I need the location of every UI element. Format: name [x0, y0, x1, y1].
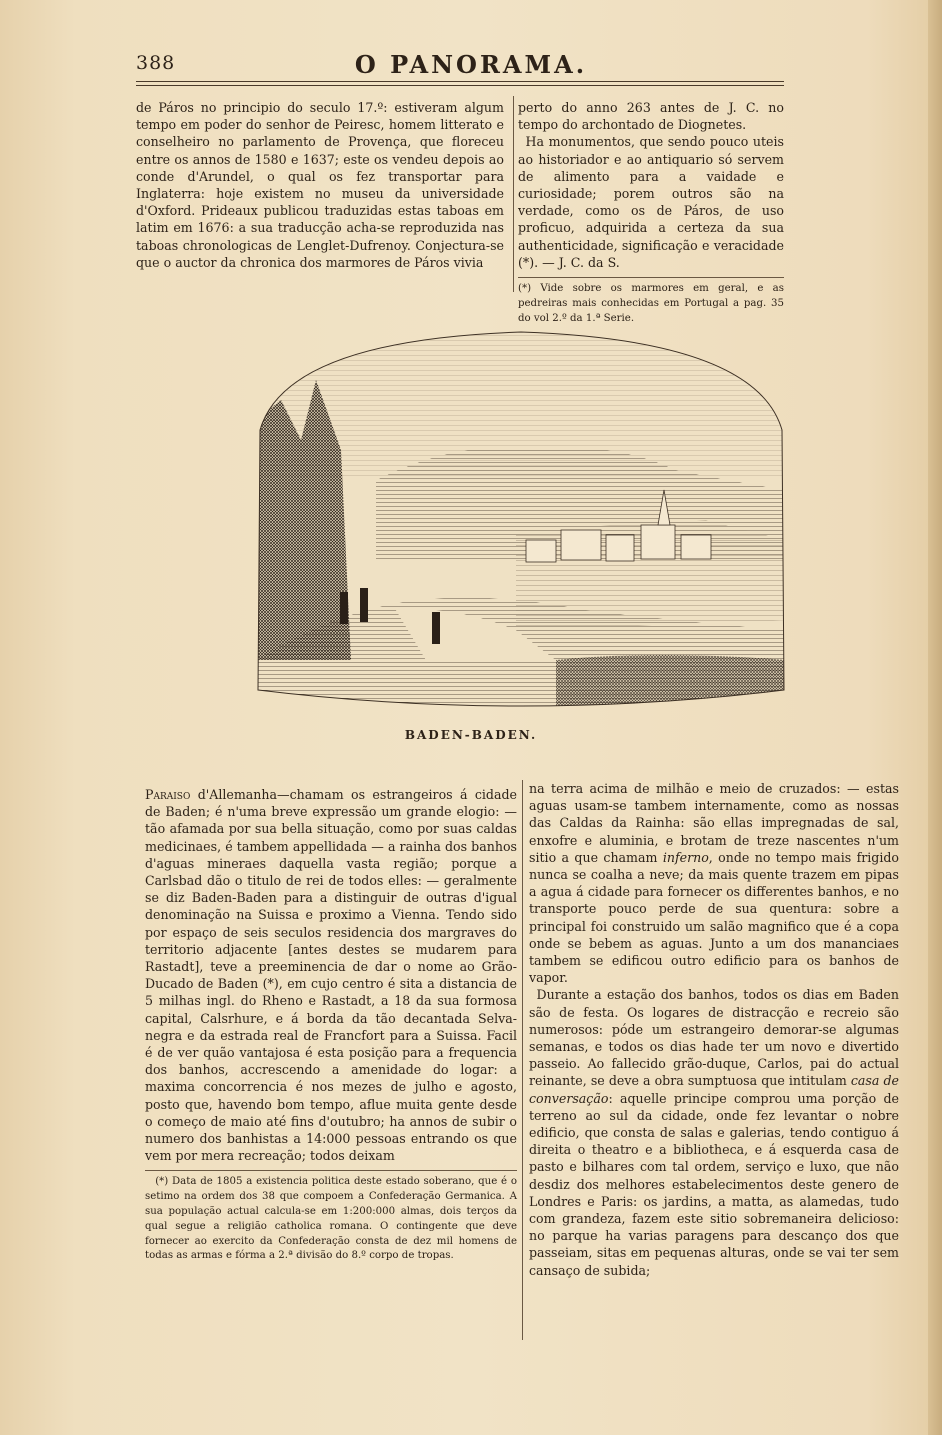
foreground-bushes — [556, 655, 786, 720]
header-rule-thin — [136, 85, 784, 86]
footnote-rule — [518, 277, 784, 278]
paragraph: Ha monumentos, que sendo pouco uteis ao historiador e ao antiquario só servem de alimento para a vaidade e curiosidade; porem outros são na verdade, como os de Páros, de uso proficuo, adquirida a certeza da sua authenticidade, significação e veracidade (*). — J. C. da S. — [518, 134, 784, 270]
paragraph-text: d'Allemanha—chamam os estrangeiros á cidade de Baden; é n'uma breve expressão um grande elogio: — tão afamada por sua bella situação, como por suas caldas medicinaes, é tambem appellidada — a rainha dos banhos d'aguas mineraes daquella vasta região; porque a Carlsbad dão o titulo de rei de todos elles: — geralmente se diz Baden-Baden para a distinguir de outras d'igual denominação na Suissa e proximo a Vienna. Tendo sido por espaço de seis seculos residencia dos margraves do territorio adjacente [antes destes se mudarem para Rastadt], teve a preeminencia de dar o nome ao Grão-Ducado de Baden (*), em cujo centro é sita a distancia de 5 milhas ingl. do Rheno e Rastadt, a 18 da sua formosa capital, Calsrhure, e á borda da tão decantada Selva-negra e da estrada real de Francfort para a Suissa. Facil é de ver quão vantajosa é esta posição para a frequencia dos banhos, accrescendo a amenidade do logar: a maxima concorrencia é nos mezes de julho e agosto, posto que, havendo bom tempo, aflue muita gente desde o começo de maio até fins d'outubro; ha annos de subir o numero dos banhistas a 14:000 pessoas entrando os que vem por mera recreação; todos deixam — [145, 787, 517, 1164]
paragraph — [145, 786, 517, 1164]
paragraph-text: , onde no tempo mais frigido nunca se coalha a neve; da mais quente trazem em pipas a agua á cidade para fornecer os differentes banhos, e no transporte pouco perde de sua quentura: sobre a principal foi construido um salão magnifico que é a copa onde se bebem as aguas. Junto a um dos mananciaes tambem se edificou outro edificio para os banhos de vapor. — [529, 849, 900, 986]
italic-term: casa de conversação — [529, 1073, 899, 1106]
lead-word: Paraiso — [145, 787, 191, 802]
footnote: (*) Data de 1805 a existencia politica deste estado soberano, que é o setimo na ordem dos 38 que compoem a Confederação Germanica. A sua população actual calcula-se em 1:200:000 almas, dois terços da qual segue a religião catholica romana. O contingente que deve fornecer ao exercito da Confederação consta de dez mil homens de todas as armas e fórma a 2.ª divisão do 8.º corpo de tropas. — [145, 1176, 517, 1262]
header-rule — [136, 81, 784, 82]
paragraph-text: Durante a estação dos banhos, todos os dias em Baden são de festa. Os logares de distracção e recreio são numerosos: póde um estrangeiro demorar-se algumas semanas, e todos os dias hade ter um novo e divertido passeio. Ao fallecido grão-duque, Carlos, pai do actual reinante, se deve a obra sumptuosa que intitulam — [529, 987, 899, 1089]
paragraph: de Páros no principio do seculo 17.º: estiveram algum tempo em poder do senhor de Peiresc, homem litterato e conselheiro no parlamento de Provença, que floreceu entre os annos de 1580 e 1637; este os vendeu depois ao conde d'Arundel, o qual os fez transportar para Inglaterra: hoje existem no museu da universidade d'Oxford. Prideaux publicou traduzidas estas taboas em latim em 1676: a sua traducção acha-se reproduzida nas taboas chronologicas de Lenglet-Dufrenoy. Conjectura-se que o auctor da chronica dos marmores de Páros vivia — [136, 100, 504, 270]
top-right-column — [518, 99, 784, 326]
bottom-left-column — [145, 786, 517, 1264]
journal-title: O PANORAMA. — [354, 50, 588, 79]
paragraph: perto do anno 263 antes de J. C. no tempo do archontado de Diognetes. — [518, 100, 784, 133]
italic-term: inferno — [662, 849, 709, 865]
page-number: 388 — [136, 52, 176, 74]
page-edge — [928, 0, 942, 1435]
illustration-caption: BADEN-BADEN. — [404, 728, 538, 742]
footnote: (*) Vide sobre os marmores em geral, e as pedreiras mais conhecidas em Portugal a pag. 35 do vol 2.º da 1.ª Serie. — [518, 283, 784, 324]
top-left-column — [136, 99, 504, 271]
paragraph — [529, 986, 899, 1278]
paragraph — [529, 780, 899, 986]
footnote-rule — [145, 1170, 517, 1171]
column-divider — [522, 780, 523, 1340]
baden-baden-engraving — [256, 330, 786, 720]
bottom-right-column — [529, 780, 899, 1279]
paragraph-text: : aquelle principe comprou uma porção de terreno ao sul da cidade, onde fez levantar o nobre edificio, que consta de salas e galerias, tendo contiguo á direita o theatro e a bibliotheca, e á esquerda casa de pasto e bilhares com tal ordem, serviço e luxo, que não desdiz dos melhores estabelecimentos deste genero de Londres e Paris: os jardins, a matta, as alamedas, tudo com grandeza, fazem este sitio sobremaneira delicioso: no parque ha varias paragens para descanço dos que passeiam, sitas em pequenas alturas, onde se vai ter sem cansaço de subida; — [529, 1090, 899, 1278]
column-divider — [513, 96, 514, 292]
paragraph-text: na terra acima de milhão e meio de cruzados: — estas aguas usam-se tambem internamente, como as nossas das Caldas da Rainha: são ellas impregnadas de sal, enxofre e aluminia, e brotam de treze nascentes n'um sitio a que chamam — [529, 781, 899, 865]
